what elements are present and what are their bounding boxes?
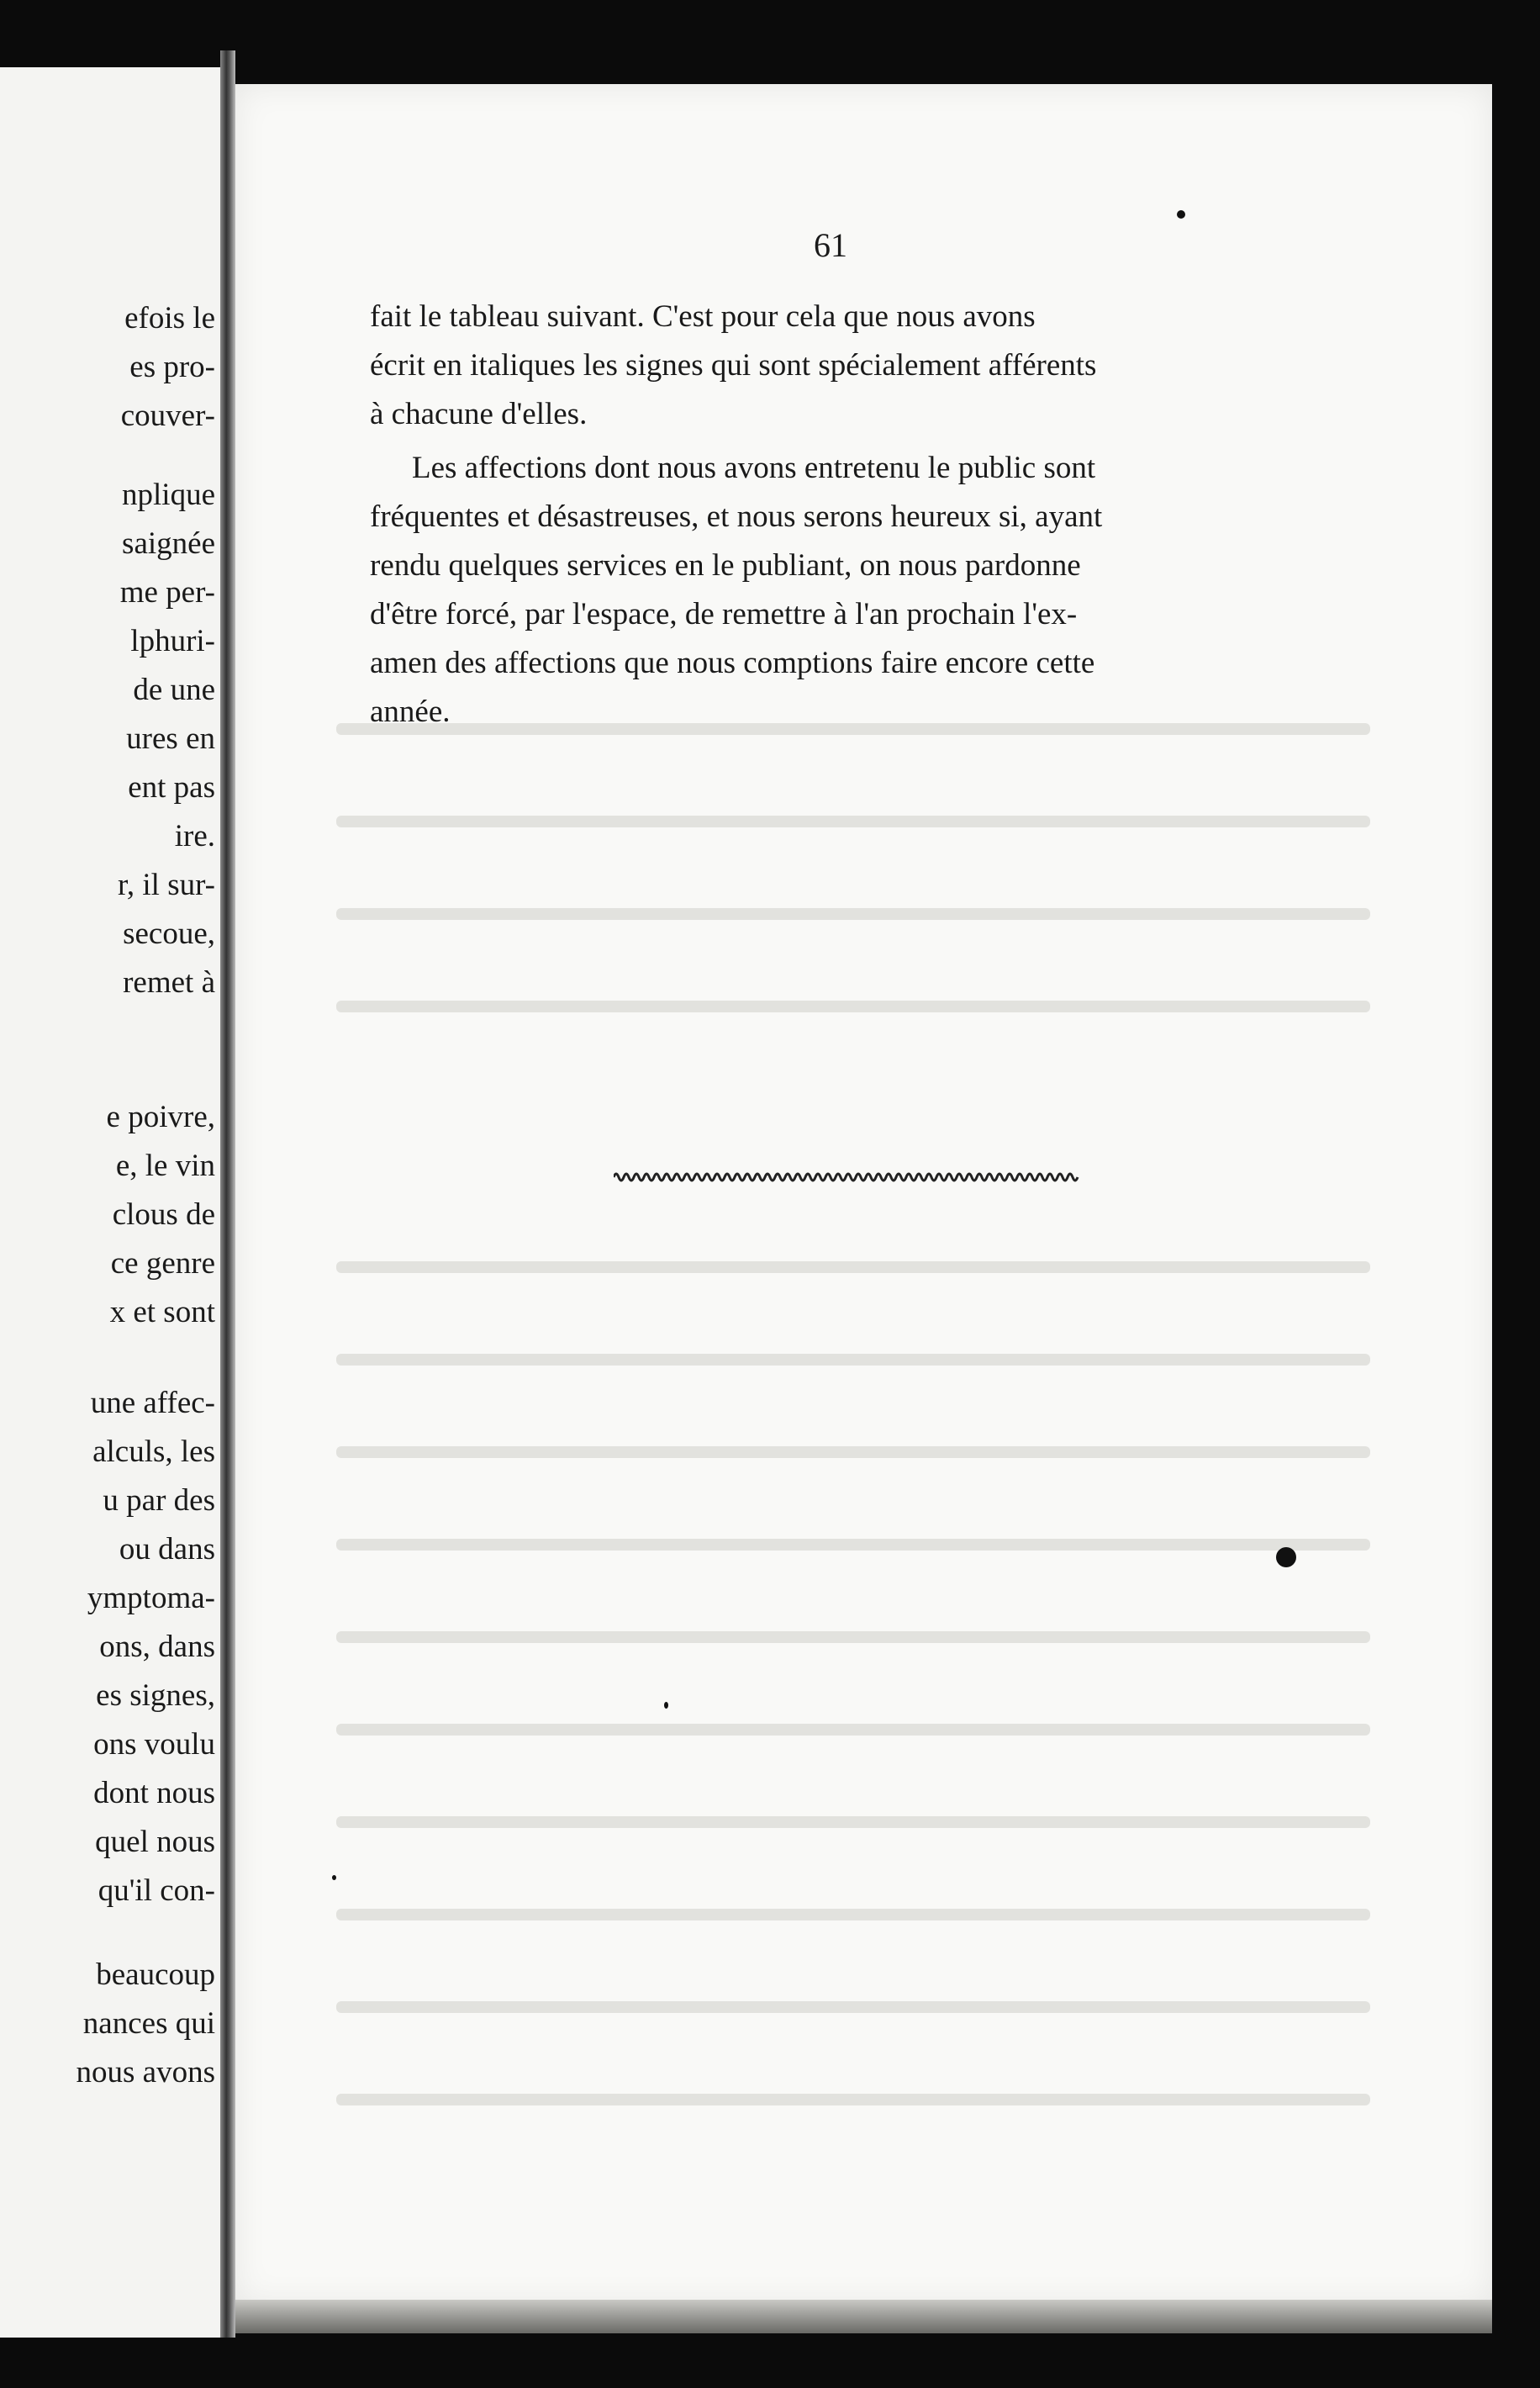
right-page	[235, 84, 1492, 2304]
left-page-line: e poivre,	[106, 1100, 215, 1134]
paragraph-line: Les affections dont nous avons entretenu le public sont	[412, 451, 1096, 485]
left-page-line: quel nous	[95, 1825, 215, 1859]
left-page-line: couver-	[120, 399, 215, 433]
left-page-line: ures en	[126, 721, 215, 756]
left-page-line: x et sont	[109, 1295, 215, 1329]
left-page-line: alculs, les	[92, 1434, 215, 1469]
paragraph-line: fait le tableau suivant. C'est pour cela que nous avons	[370, 299, 1036, 334]
left-page-line: es signes,	[96, 1678, 215, 1713]
bleed-through-line	[336, 908, 1370, 920]
left-page-line: ent pas	[128, 770, 215, 805]
paragraph-line: fréquentes et désastreuses, et nous serons heureux si, ayant	[370, 499, 1103, 534]
left-page-line: une affec-	[90, 1386, 215, 1420]
bleed-through-line	[336, 1261, 1370, 1273]
left-page-line: e, le vin	[115, 1149, 215, 1183]
ink-speck	[1177, 210, 1185, 219]
ink-speck	[332, 1875, 336, 1880]
paragraph-line: à chacune d'elles.	[370, 397, 588, 431]
bleed-through-line	[336, 816, 1370, 827]
paragraph-line: amen des affections que nous comptions faire encore cette	[370, 646, 1095, 680]
paragraph-line: d'être forcé, par l'espace, de remettre à l'an prochain l'ex-	[370, 597, 1078, 631]
paragraph-line: rendu quelques services en le publiant, on nous pardonne	[370, 548, 1081, 583]
left-page-line: r, il sur-	[118, 868, 215, 902]
left-page	[0, 67, 227, 2338]
bleed-through-line	[336, 1446, 1370, 1458]
left-page-line: saignée	[122, 526, 215, 561]
book-gutter	[220, 50, 235, 2338]
left-page-line: ymptoma-	[87, 1581, 215, 1615]
page-number: 61	[814, 226, 847, 264]
left-page-line: ire.	[174, 819, 215, 853]
bleed-through-line	[336, 723, 1370, 735]
left-page-line: ou dans	[119, 1532, 215, 1566]
left-page-line: de une	[133, 673, 215, 707]
bleed-through-line	[336, 2094, 1370, 2105]
bleed-through-line	[336, 1909, 1370, 1920]
left-page-line: ons voulu	[93, 1727, 215, 1762]
ink-speck	[664, 1702, 668, 1709]
left-page-line: u par des	[103, 1483, 215, 1518]
bleed-through-line	[336, 1724, 1370, 1736]
left-page-line: efois le	[124, 301, 215, 335]
left-page-line: nplique	[122, 478, 215, 512]
left-page-line: clous de	[112, 1197, 215, 1232]
bleed-through-line	[336, 2001, 1370, 2013]
left-page-line: remet à	[123, 965, 215, 1000]
bleed-through-line	[336, 1539, 1370, 1551]
bleed-through-line	[336, 1816, 1370, 1828]
bleed-through-line	[336, 1001, 1370, 1012]
left-page-line: qu'il con-	[98, 1873, 215, 1908]
left-page-line: ons, dans	[99, 1630, 215, 1664]
paragraph-line: écrit en italiques les signes qui sont spécialement afférents	[370, 348, 1097, 383]
left-page-line: es pro-	[129, 350, 215, 384]
page-edge	[235, 2300, 1492, 2333]
left-page-line: beaucoup	[96, 1957, 215, 1992]
paragraph-line: année.	[370, 695, 451, 729]
left-page-line: nous avons	[76, 2055, 215, 2090]
left-page-line: dont nous	[93, 1776, 215, 1810]
bleed-through-line	[336, 1354, 1370, 1366]
left-page-line: secoue,	[123, 917, 215, 951]
bleed-through-line	[336, 1631, 1370, 1643]
left-page-line: lphuri-	[130, 624, 215, 658]
left-page-line: me per-	[119, 575, 215, 610]
left-page-line: nances qui	[82, 2006, 215, 2041]
ink-blot	[1276, 1547, 1296, 1567]
wavy-divider	[614, 1167, 1084, 1191]
left-page-line: ce genre	[110, 1246, 215, 1281]
